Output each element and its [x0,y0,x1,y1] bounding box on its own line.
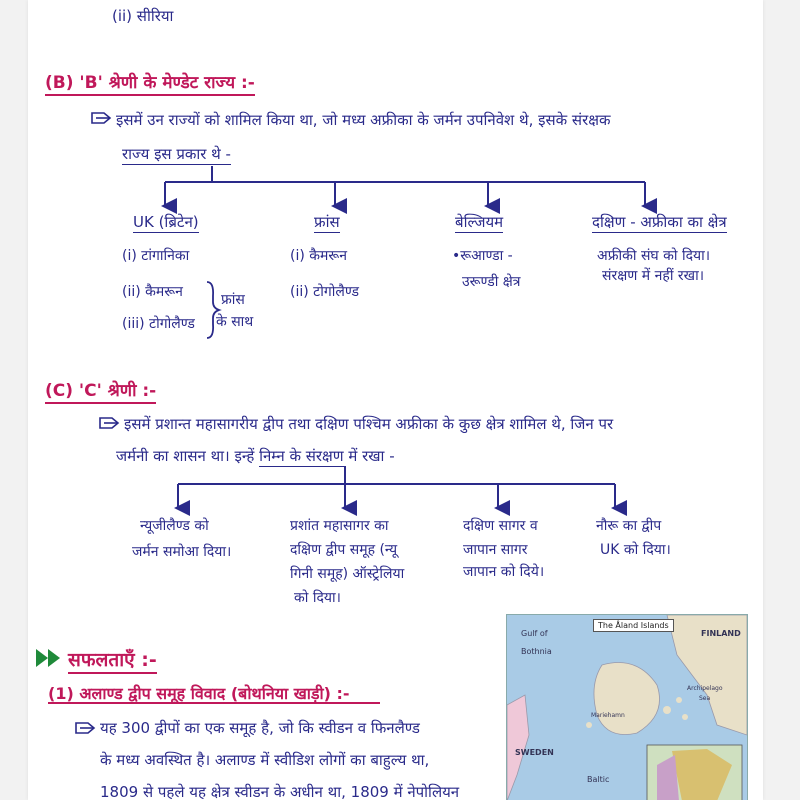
list-item: जर्मन समोआ दिया। [132,544,232,560]
hand-pointer-icon [76,723,94,733]
list-item: (i) कैमरून [290,248,348,264]
hand-pointer-icon [100,418,118,428]
section-c-intro: इसमें प्रशान्त महासागरीय द्वीप तथा दक्षिण पश्चिम अफ्रीका के कुछ क्षेत्र शामिल थे, जिन पर [124,415,614,433]
list-item: नौरू का द्वीप [596,518,662,534]
list-item: जापान को दिये। [463,564,545,580]
list-item: गिनी समूह) ऑस्ट्रेलिया [290,566,405,582]
list-item: दक्षिण द्वीप समूह (न्यू [290,542,398,558]
map-title: The Åland Islands [593,619,674,632]
section-c-intro-2: जर्मनी का शासन था। इन्हें निम्न के संरक्षण में रखा - [116,447,395,465]
section-b-intro: इसमें उन राज्यों को शामिल किया था, जो मध्य अफ्रीका के जर्मन उपनिवेश थे, इसके संरक्षक [116,111,611,129]
hand-pointer-icon [92,113,110,123]
aland-text-line-3: 1809 से पहले यह क्षेत्र स्वीडन के अधीन था, 1809 में नेपोलियन [100,783,460,800]
aland-text-line-2: के मध्य अवस्थित है। अलाण्ड में स्वीडिश लोगों का बाहुल्य था, [100,751,430,769]
map-label: Baltic [587,775,610,784]
list-item: जापान सागर [463,542,528,558]
top-list-item: (ii) सीरिया [112,7,174,25]
b-col-france-title: फ्रांस [314,213,340,231]
list-item: को दिया। [294,590,341,606]
list-item: UK को दिया। [600,542,671,558]
list-item: (i) टांगानिका [122,248,190,264]
aland-sub-heading: (1) अलाण्ड द्वीप समूह विवाद (बोथनिया खाड़ी) :- [48,684,350,703]
map-label: Gulf of [521,629,548,638]
map-label: Bothnia [521,647,552,656]
map-label: FINLAND [701,629,741,638]
b-col-south-africa-title: दक्षिण - अफ्रीका का क्षेत्र [592,213,727,231]
aland-text-line-1: यह 300 द्वीपों का एक समूह है, जो कि स्वीडन व फिनलैण्ड [100,719,420,737]
map-label: Mariehamn [591,712,625,719]
brace-note: के साथ [216,314,254,330]
list-item: •रूआण्डा - [452,248,513,264]
map-label: Sea [699,695,711,702]
double-arrow-icon [36,649,60,667]
map-label: SWEDEN [515,748,554,757]
list-item: (iii) टोगोलैण्ड [122,316,195,332]
list-item: संरक्षण में नहीं रखा। [602,268,705,284]
successes-heading: सफलताएँ :- [68,646,157,672]
aland-islands-map [506,614,748,800]
map-label: Archipelago [687,685,723,692]
list-item: उरूण्डी क्षेत्र [462,274,521,290]
section-b-heading: (B) 'B' श्रेणी के मेण्डेट राज्य :- [45,70,255,93]
list-item: न्यूजीलैण्ड को [140,518,209,534]
b-col-uk-title: UK (ब्रिटेन) [133,213,199,231]
map-land-shapes [507,615,747,800]
brace-note: फ्रांस [221,292,245,308]
list-item: अफ्रीकी संघ को दिया। [597,248,711,264]
list-item: प्रशांत महासागर का [290,518,389,534]
list-item: दक्षिण सागर व [463,518,538,534]
b-col-belgium-title: बेल्जियम [455,213,504,231]
section-b-intro-2: राज्य इस प्रकार थे - [122,145,231,163]
list-item: (ii) टोगोलैण्ड [290,284,359,300]
list-item: (ii) कैमरून [122,284,183,300]
section-c-heading: (C) 'C' श्रेणी :- [45,378,156,401]
